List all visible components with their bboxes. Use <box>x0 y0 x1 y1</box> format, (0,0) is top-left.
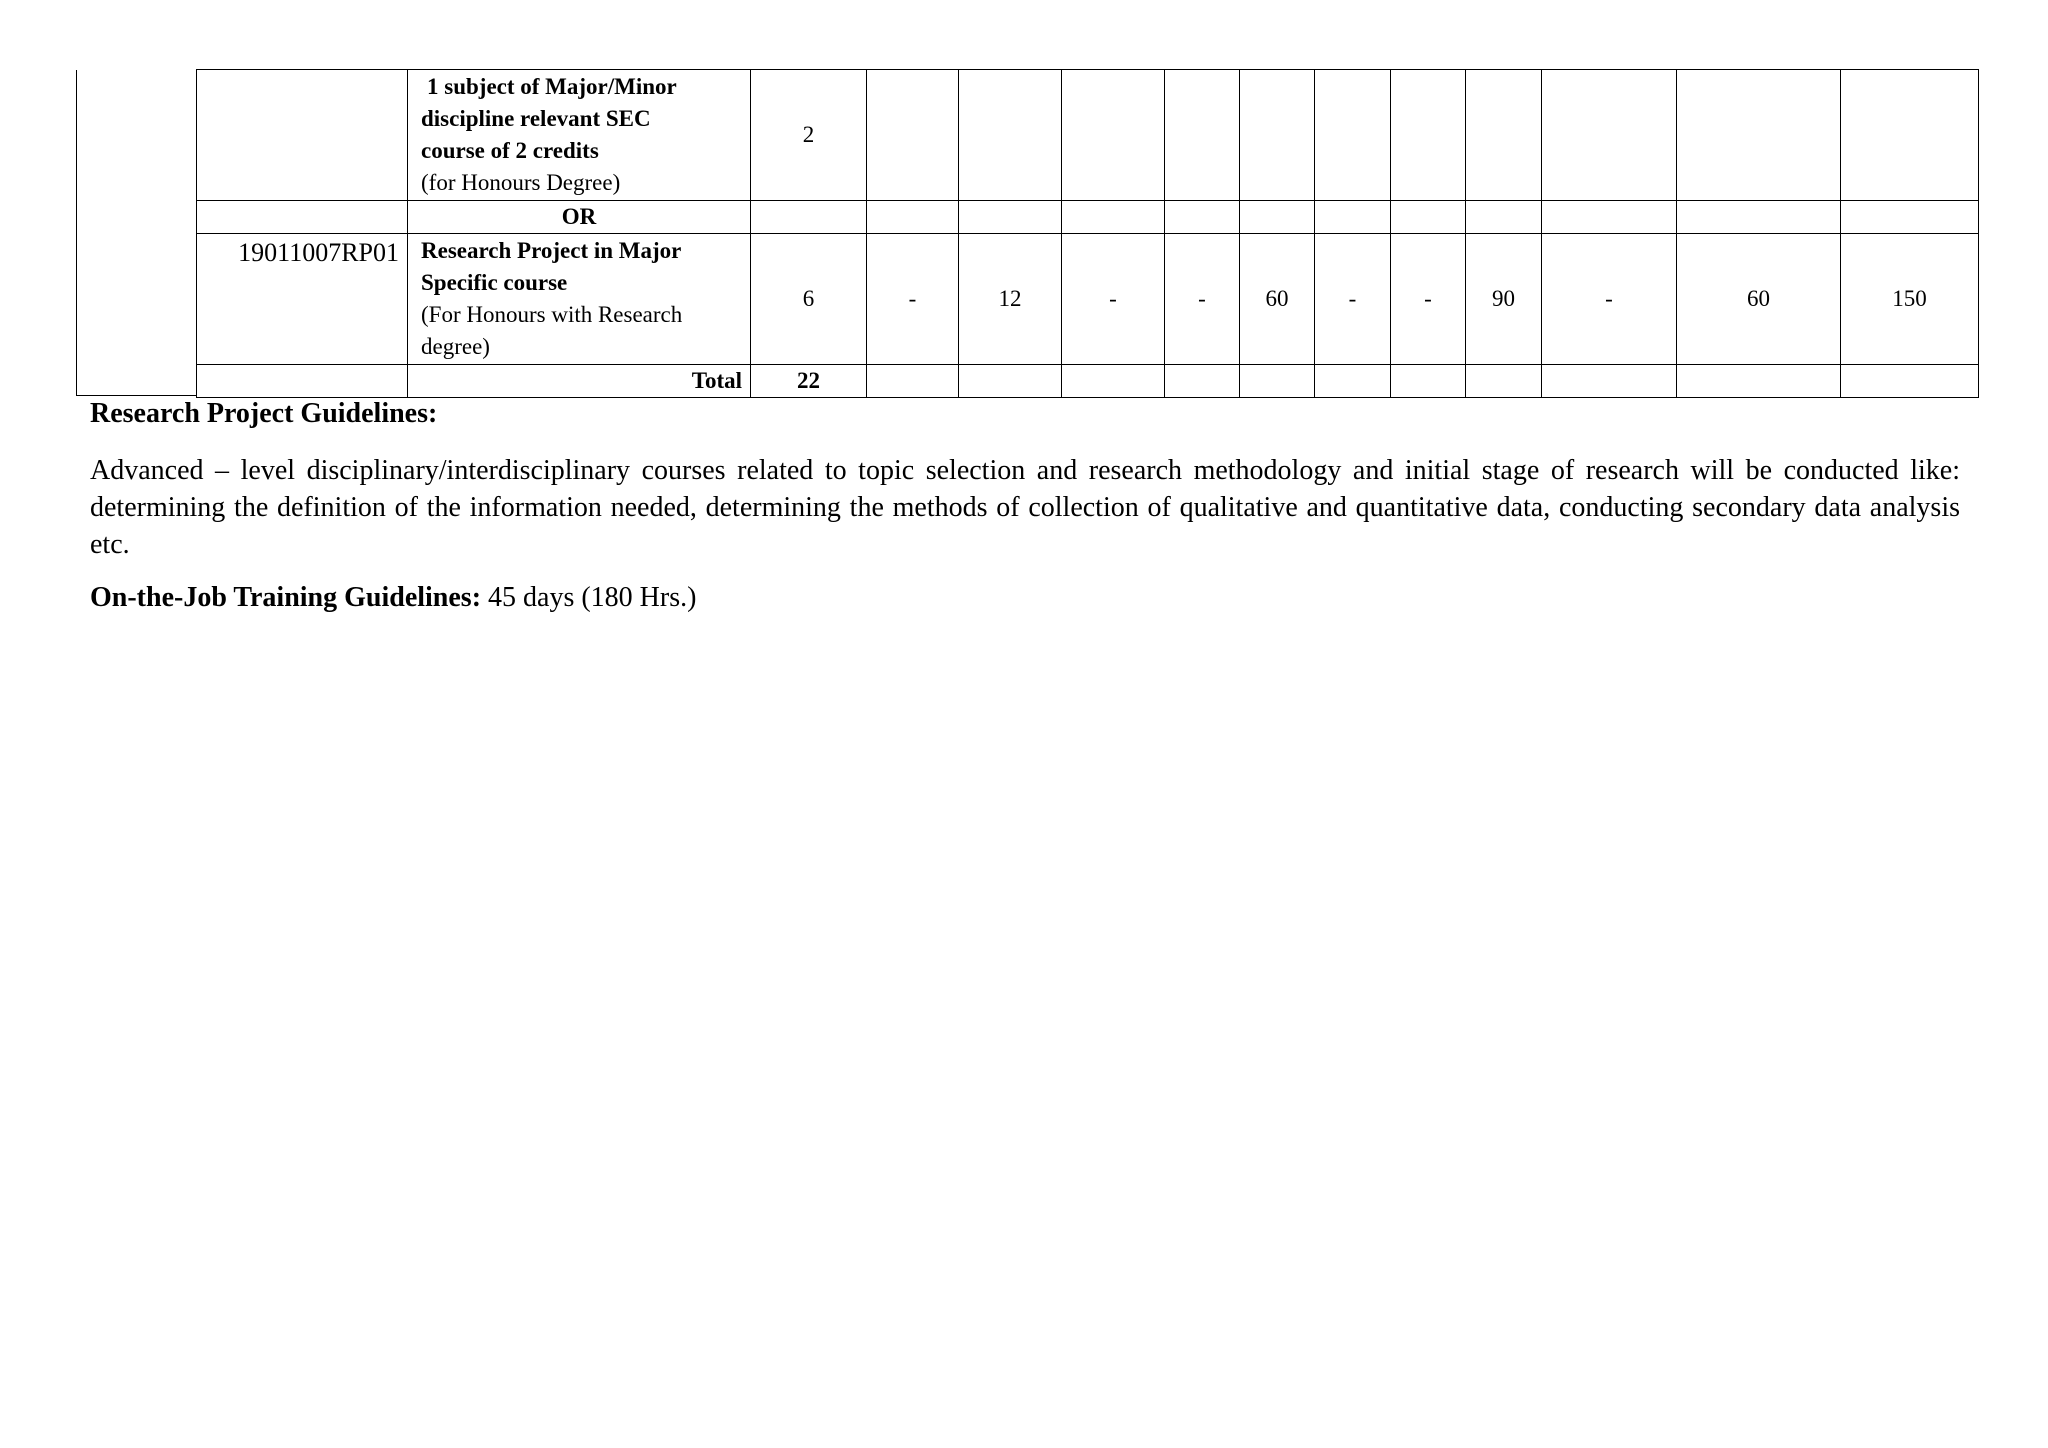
value-cell: - <box>867 234 959 365</box>
table-outer-column-frame <box>76 70 196 396</box>
course-note-line: (For Honours with Research <box>421 302 683 328</box>
research-guidelines-heading: Research Project Guidelines: <box>90 398 438 429</box>
value-cell: - <box>1315 234 1391 365</box>
table-cell <box>197 201 408 234</box>
value-cell: 60 <box>1677 234 1841 365</box>
table-row-sec-course <box>197 70 1979 201</box>
course-structure-table <box>196 69 1979 398</box>
or-separator: OR <box>408 201 751 234</box>
course-title-line: discipline relevant SEC <box>421 105 651 131</box>
table-row-research-project <box>197 234 1979 365</box>
table-cell <box>1391 365 1466 398</box>
table-cell <box>1240 365 1315 398</box>
table-cell <box>751 201 867 234</box>
ojt-guidelines-value: 45 days (180 Hrs.) <box>481 582 697 613</box>
value-cell: 12 <box>959 234 1062 365</box>
table-cell <box>1677 70 1841 201</box>
table-cell <box>1165 70 1240 201</box>
table-cell <box>1542 201 1677 234</box>
course-title-line: course of 2 credits <box>421 138 599 163</box>
course-note-line: degree) <box>421 334 490 360</box>
table-cell <box>1391 201 1466 234</box>
value-cell: 90 <box>1466 234 1542 365</box>
course-title-cell <box>408 234 751 365</box>
ojt-guidelines-label: On-the-Job Training Guidelines: <box>90 582 482 613</box>
value-cell: - <box>1062 234 1165 365</box>
table-cell <box>867 201 959 234</box>
table-cell <box>1841 365 1979 398</box>
table-cell <box>1542 70 1677 201</box>
course-title-line: 1 subject of Major/Minor <box>427 73 677 99</box>
ojt-guidelines-line <box>90 582 696 614</box>
table-cell <box>1841 201 1979 234</box>
value-cell: - <box>1165 234 1240 365</box>
table-cell <box>1062 70 1165 201</box>
table-cell <box>867 70 959 201</box>
table-cell <box>1841 70 1979 201</box>
course-title-cell <box>408 70 751 201</box>
table-cell <box>197 365 408 398</box>
table-cell <box>1062 365 1165 398</box>
credits-cell: 6 <box>751 234 867 365</box>
table-cell <box>1062 201 1165 234</box>
table-cell <box>1466 70 1542 201</box>
course-code-cell <box>197 70 408 201</box>
research-guidelines-paragraph: Advanced – level disciplinary/interdisciplinary courses related to topic selection and research methodology and initial stage of research will be conducted like: determining the definition of the information needed, determining the methods of collection of qualitative and quantitative data, conducting secondary data analysis etc. <box>90 455 1960 560</box>
value-cell: 60 <box>1240 234 1315 365</box>
table-cell <box>1315 70 1391 201</box>
table-cell <box>867 365 959 398</box>
table-row-total <box>197 365 1979 398</box>
table-cell <box>1240 201 1315 234</box>
table-cell <box>1315 365 1391 398</box>
table-cell <box>1315 201 1391 234</box>
table-cell <box>959 365 1062 398</box>
value-cell: 150 <box>1841 234 1979 365</box>
course-title-line: Research Project in Major <box>421 237 682 263</box>
course-note: (for Honours Degree) <box>421 170 621 196</box>
table-cell <box>1240 70 1315 201</box>
total-value: 22 <box>751 365 867 398</box>
total-label: Total <box>408 365 751 398</box>
table-cell <box>959 70 1062 201</box>
table-cell <box>959 201 1062 234</box>
value-cell: - <box>1542 234 1677 365</box>
course-title-line: Specific course <box>421 270 568 295</box>
table-cell <box>1466 201 1542 234</box>
table-row-or <box>197 201 1979 234</box>
table-cell <box>1165 365 1240 398</box>
table-cell <box>1391 70 1466 201</box>
value-cell: - <box>1391 234 1466 365</box>
table-cell <box>1677 201 1841 234</box>
credits-cell: 2 <box>751 70 867 201</box>
course-code-cell: 19011007RP01 <box>197 234 408 365</box>
table-cell <box>1677 365 1841 398</box>
table-cell <box>1165 201 1240 234</box>
table-cell <box>1542 365 1677 398</box>
table-cell <box>1466 365 1542 398</box>
